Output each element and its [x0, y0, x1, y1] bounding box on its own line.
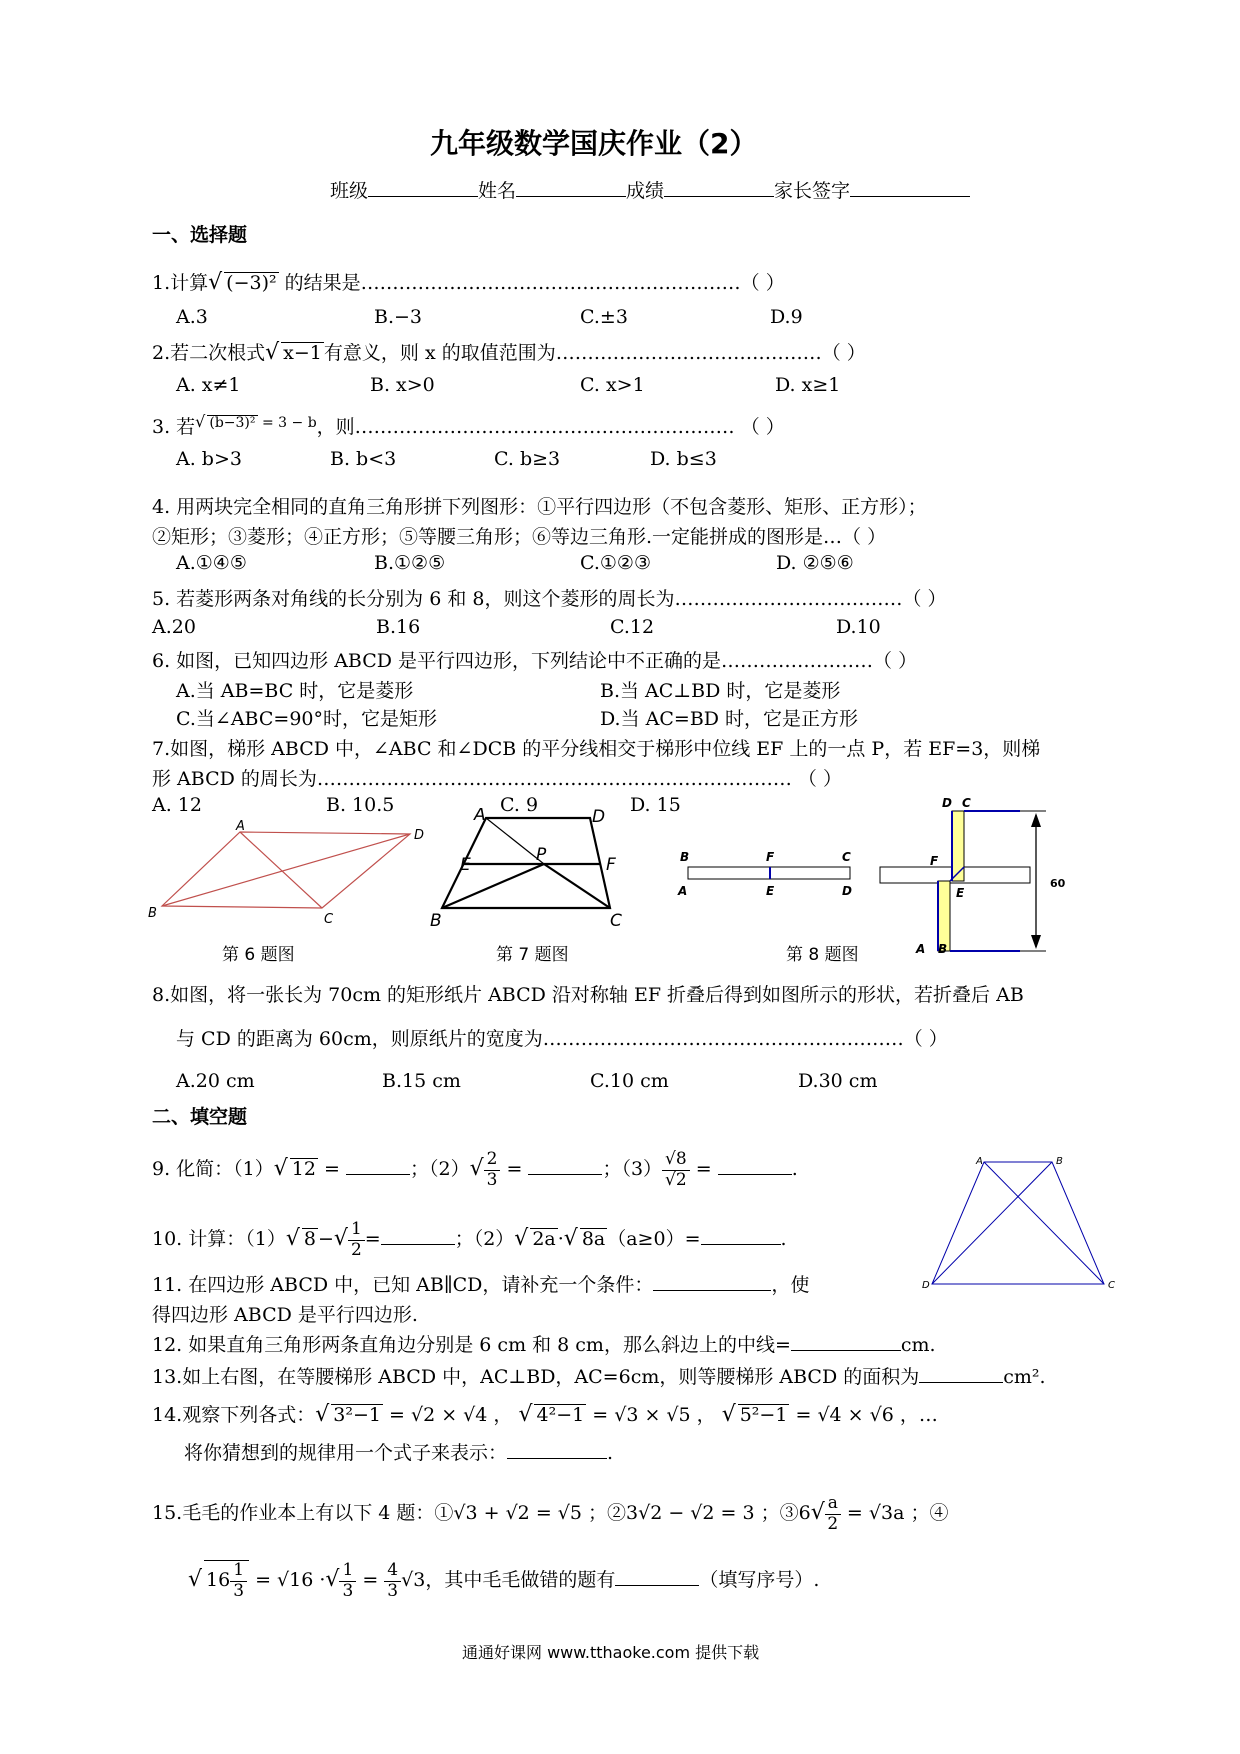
fig7-label-p: P: [536, 845, 547, 865]
class-label: 班级: [330, 180, 369, 202]
fig8-right-label-b: B: [938, 942, 948, 956]
question-14-line-2: 将你猜想到的规律用一个式子来表示： .: [184, 1442, 614, 1464]
question-9: 9. 化简：（1）√ 12 = ；（2）√ $\frac{2}{3}$ = ；（3） $\frac{√8}{√2}$ = .: [152, 1149, 798, 1190]
q5-option-c: C.12: [610, 616, 655, 638]
question-4-line-1: 4. 用两块完全相同的直角三角形拼下列图形：①平行四边形（不包含菱形、矩形、正方形）；: [152, 496, 927, 518]
figure-6-caption: 第 6 题图: [222, 945, 295, 965]
q6-option-c: C.当∠ABC=90°时，它是矩形: [176, 708, 437, 730]
question-7-line-2: 形 ABCD 的周长为………………………………………………………………… （ ）: [152, 768, 842, 790]
question-2: 2.若二次根式√ x−1 有意义，则 x 的取值范围为……………………………………（ ）: [152, 340, 866, 365]
figure-6: [140, 820, 440, 930]
q8-option-c: C.10 cm: [590, 1070, 669, 1092]
q7-option-c: C. 9: [500, 794, 539, 816]
q10-blank-2[interactable]: [701, 1226, 781, 1245]
figure-7: [420, 808, 630, 928]
q7-option-b: B. 10.5: [326, 794, 395, 816]
q5-option-a: A.20: [152, 616, 196, 638]
fig8-right-label-a: A: [916, 942, 926, 956]
q2-option-a: A. x≠1: [176, 374, 241, 396]
page-title: 九年级数学国庆作业（2）: [430, 127, 758, 160]
section-choice: 一、选择题: [152, 224, 248, 246]
score-blank[interactable]: [664, 178, 774, 197]
q4-option-c: C.①②③: [580, 552, 651, 574]
q8-option-b: B.15 cm: [382, 1070, 461, 1092]
question-15-line-2: √ 16 $\frac{1}{3}$ = √16 ·√ $\frac{1}{3}$ = $\frac{4}{3}$ √3，其中毛毛做错的题有 （填写序号）.: [188, 1560, 820, 1601]
question-8-line-2: 与 CD 的距离为 60cm，则原纸片的宽度为…………………………………………………（ ）: [176, 1028, 948, 1050]
question-12: 12. 如果直角三角形两条直角边分别是 6 cm 和 8 cm，那么斜边上的中线= cm.: [152, 1334, 936, 1356]
q4-option-b: B.①②⑤: [374, 552, 446, 574]
q2-option-d: D. x≥1: [775, 374, 841, 396]
parent-label: 家长签字: [774, 180, 851, 202]
q5-option-d: D.10: [836, 616, 881, 638]
q2-option-b: B. x>0: [370, 374, 435, 396]
question-14-line-1: 14.观察下列各式：√ 3²−1 = √2 × √4 ， √ 4²−1 = √3 × √5 ， √ 5²−1 = √4 × √6 ，…: [152, 1402, 938, 1427]
fig7-label-a: A: [474, 808, 486, 825]
q1-option-a: A.3: [176, 306, 208, 328]
q14-blank[interactable]: [507, 1440, 607, 1459]
fig7-label-b: B: [430, 911, 442, 928]
q1-option-d: D.9: [770, 306, 803, 328]
q1-option-b: B.−3: [374, 306, 423, 328]
header-fields: [330, 176, 970, 203]
q6-option-a: A.当 AB=BC 时，它是菱形: [176, 680, 414, 702]
class-blank[interactable]: [368, 178, 478, 197]
q13-blank[interactable]: [919, 1364, 1003, 1383]
fig8-left-label-e: E: [766, 884, 775, 898]
question-11-line-2: 得四边形 ABCD 是平行四边形.: [152, 1304, 418, 1326]
fig8-right-label-e: E: [956, 886, 965, 900]
question-10: 10. 计算：（1）√ 8 −√ $\frac{1}{2}$ = ；（2）√ 2a ·√ 8a （a≥0）= .: [152, 1219, 787, 1260]
question-15-line-1: 15.毛毛的作业本上有以下 4 题：①√3 + √2 = √5 ；②3√2 − √2 = 3 ；③6√ $\frac{a}{2}$ = √3a ；④: [152, 1493, 949, 1534]
q4-option-d: D. ②⑤⑥: [776, 552, 854, 574]
q1-option-c: C.±3: [580, 306, 628, 328]
figure-8-caption: 第 8 题图: [786, 945, 859, 965]
fig13-label-d: D: [922, 1280, 930, 1291]
question-7-line-1: 7.如图，梯形 ABCD 中，∠ABC 和∠DCB 的平分线相交于梯形中位线 EF 上的一点 P，若 EF=3，则梯: [152, 738, 1041, 760]
parent-blank[interactable]: [850, 178, 970, 197]
q9-blank-1[interactable]: [346, 1156, 410, 1175]
fig8-left-label-b: B: [680, 850, 690, 864]
fig8-left-label-d: D: [842, 884, 852, 898]
figure-7-caption: 第 7 题图: [496, 945, 569, 965]
question-11-line-1: 11. 在四边形 ABCD 中，已知 AB∥CD，请补充一个条件： ，使: [152, 1274, 810, 1296]
q5-option-b: B.16: [376, 616, 421, 638]
fig7-label-e: E: [460, 855, 471, 875]
fig7-label-c: C: [610, 911, 622, 928]
q15-blank[interactable]: [615, 1567, 699, 1586]
question-4-line-2: ②矩形；③菱形；④正方形；⑤等腰三角形；⑥等边三角形.一定能拼成的图形是…（ ）: [152, 526, 887, 548]
q3-option-b: B. b<3: [330, 448, 397, 470]
fig8-left-label-f: F: [766, 850, 775, 864]
q8-option-a: A.20 cm: [176, 1070, 255, 1092]
fig8-right-label-d: D: [942, 796, 952, 810]
q3-option-c: C. b≥3: [494, 448, 561, 470]
fig8-dimension: 60: [1050, 877, 1066, 890]
fig7-label-f: F: [606, 855, 616, 875]
fig8-right-label-c: C: [962, 796, 971, 810]
fig13-label-b: B: [1056, 1156, 1063, 1167]
q7-option-a: A. 12: [152, 794, 202, 816]
q12-blank[interactable]: [791, 1332, 901, 1351]
q3-option-a: A. b>3: [176, 448, 242, 470]
fig13-label-c: C: [1108, 1280, 1115, 1291]
name-blank[interactable]: [516, 178, 626, 197]
footer: 通通好课网 www.tthaoke.com 提供下载: [462, 1643, 760, 1662]
q9-blank-3[interactable]: [718, 1156, 792, 1175]
section-fill-in: 二、填空题: [152, 1106, 248, 1128]
fig6-label-d: D: [414, 828, 425, 843]
question-6: 6. 如图，已知四边形 ABCD 是平行四边形，下列结论中不正确的是……………………（ ）: [152, 650, 918, 672]
q6-option-d: D.当 AC=BD 时，它是正方形: [600, 708, 859, 730]
fig6-label-b: B: [148, 906, 157, 921]
q8-option-d: D.30 cm: [798, 1070, 878, 1092]
fig8-left-label-a: A: [678, 884, 688, 898]
question-5: 5. 若菱形两条对角线的长分别为 6 和 8，则这个菱形的周长为………………………………（ ）: [152, 588, 947, 610]
q10-blank-1[interactable]: [381, 1226, 455, 1245]
q2-option-c: C. x>1: [580, 374, 645, 396]
fig8-left-label-c: C: [842, 850, 851, 864]
question-1: 1.计算√ (−3)² 的结果是……………………………………………………（ ）: [152, 270, 785, 295]
name-label: 姓名: [478, 180, 517, 202]
question-3: 3. 若$^{√ (b-3)^2 = 3 - b}$，则…………………………………………………… （ ）: [152, 412, 785, 438]
figure-13: [912, 1152, 1122, 1302]
q9-blank-2[interactable]: [528, 1156, 602, 1175]
score-label: 成绩: [626, 180, 665, 202]
q7-option-d: D. 15: [630, 794, 681, 816]
question-13: 13.如上右图，在等腰梯形 ABCD 中，AC⊥BD，AC=6cm，则等腰梯形 ABCD 的面积为 cm².: [152, 1366, 1046, 1388]
fig6-label-a: A: [236, 820, 245, 834]
fig13-label-a: A: [976, 1156, 983, 1167]
fig8-right-label-f: F: [930, 854, 939, 868]
q6-option-b: B.当 AC⊥BD 时，它是菱形: [600, 680, 841, 702]
fig7-label-d: D: [592, 808, 606, 827]
q4-option-a: A.①④⑤: [176, 552, 247, 574]
question-8-line-1: 8.如图，将一张长为 70cm 的矩形纸片 ABCD 沿对称轴 EF 折叠后得到如图所示的形状，若折叠后 AB: [152, 984, 1024, 1006]
q11-blank[interactable]: [653, 1272, 771, 1291]
fig6-label-c: C: [324, 912, 334, 927]
q3-option-d: D. b≤3: [650, 448, 717, 470]
figure-8: [670, 795, 1080, 960]
